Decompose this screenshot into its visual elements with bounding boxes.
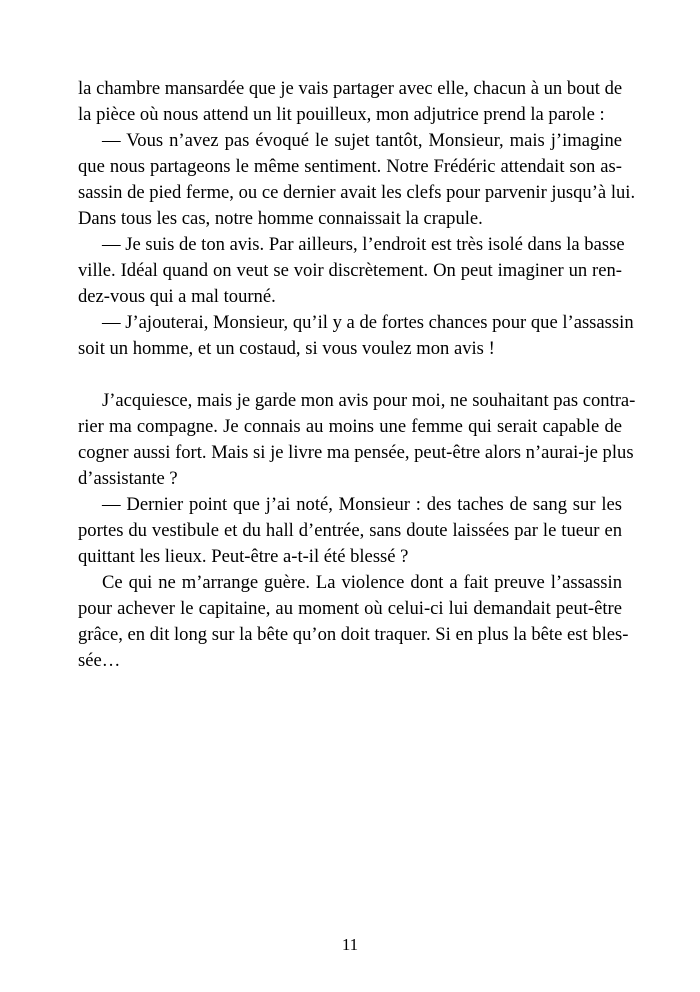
text-line: sée… [78, 650, 121, 671]
page-number: 11 [341, 935, 359, 954]
text-line: quittant les lieux. Peut-être a-t-il été blessé ? [78, 546, 409, 567]
text-line: d’assistante ? [78, 468, 178, 489]
text-line: la chambre mansardée que je vais partager avec elle, chacun à un bout de [78, 78, 623, 99]
text-line: grâce, en dit long sur la bête qu’on doit traquer. Si en plus la bête est bles- [78, 624, 629, 645]
text-line: J’acquiesce, mais je garde mon avis pour moi, ne souhaitant pas contra- [102, 390, 636, 411]
text-line: — Dernier point que j’ai noté, Monsieur : des taches de sang sur les [102, 494, 622, 515]
text-line: — Vous n’avez pas évoqué le sujet tantôt, Monsieur, mais j’imagine [102, 130, 622, 151]
text-line: la pièce où nous attend un lit pouilleux, mon adjutrice prend la parole : [78, 104, 605, 125]
text-line: — J’ajouterai, Monsieur, qu’il y a de fortes chances pour que l’assassin [102, 312, 634, 333]
text-line: soit un homme, et un costaud, si vous voulez mon avis ! [78, 338, 495, 359]
text-line: que nous partageons le même sentiment. Notre Frédéric attendait son as- [78, 156, 622, 177]
section-break [78, 362, 622, 388]
text-line: rier ma compagne. Je connais au moins une femme qui serait capable de [78, 416, 622, 437]
text-line: sassin de pied ferme, ou ce dernier avait les clefs pour parvenir jusqu’à lui. [78, 182, 636, 203]
text-line: cogner aussi fort. Mais si je livre ma pensée, peut-être alors n’aurai-je plus [78, 442, 634, 463]
text-line: Dans tous les cas, notre homme connaissait la crapule. [78, 208, 483, 229]
text-line: pour achever le capitaine, au moment où celui-ci lui demandait peut-être [78, 598, 622, 619]
text-line: Ce qui ne m’arrange guère. La violence dont a fait preuve l’assassin [102, 572, 622, 593]
text-line: ville. Idéal quand on veut se voir discrètement. On peut imaginer un ren- [78, 260, 622, 281]
text-line: portes du vestibule et du hall d’entrée, sans doute laissées par le tueur en [78, 520, 622, 541]
body-text [78, 76, 636, 674]
text-line: dez-vous qui a mal tourné. [78, 286, 276, 307]
text-line: — Je suis de ton avis. Par ailleurs, l’endroit est très isolé dans la basse [102, 234, 625, 255]
